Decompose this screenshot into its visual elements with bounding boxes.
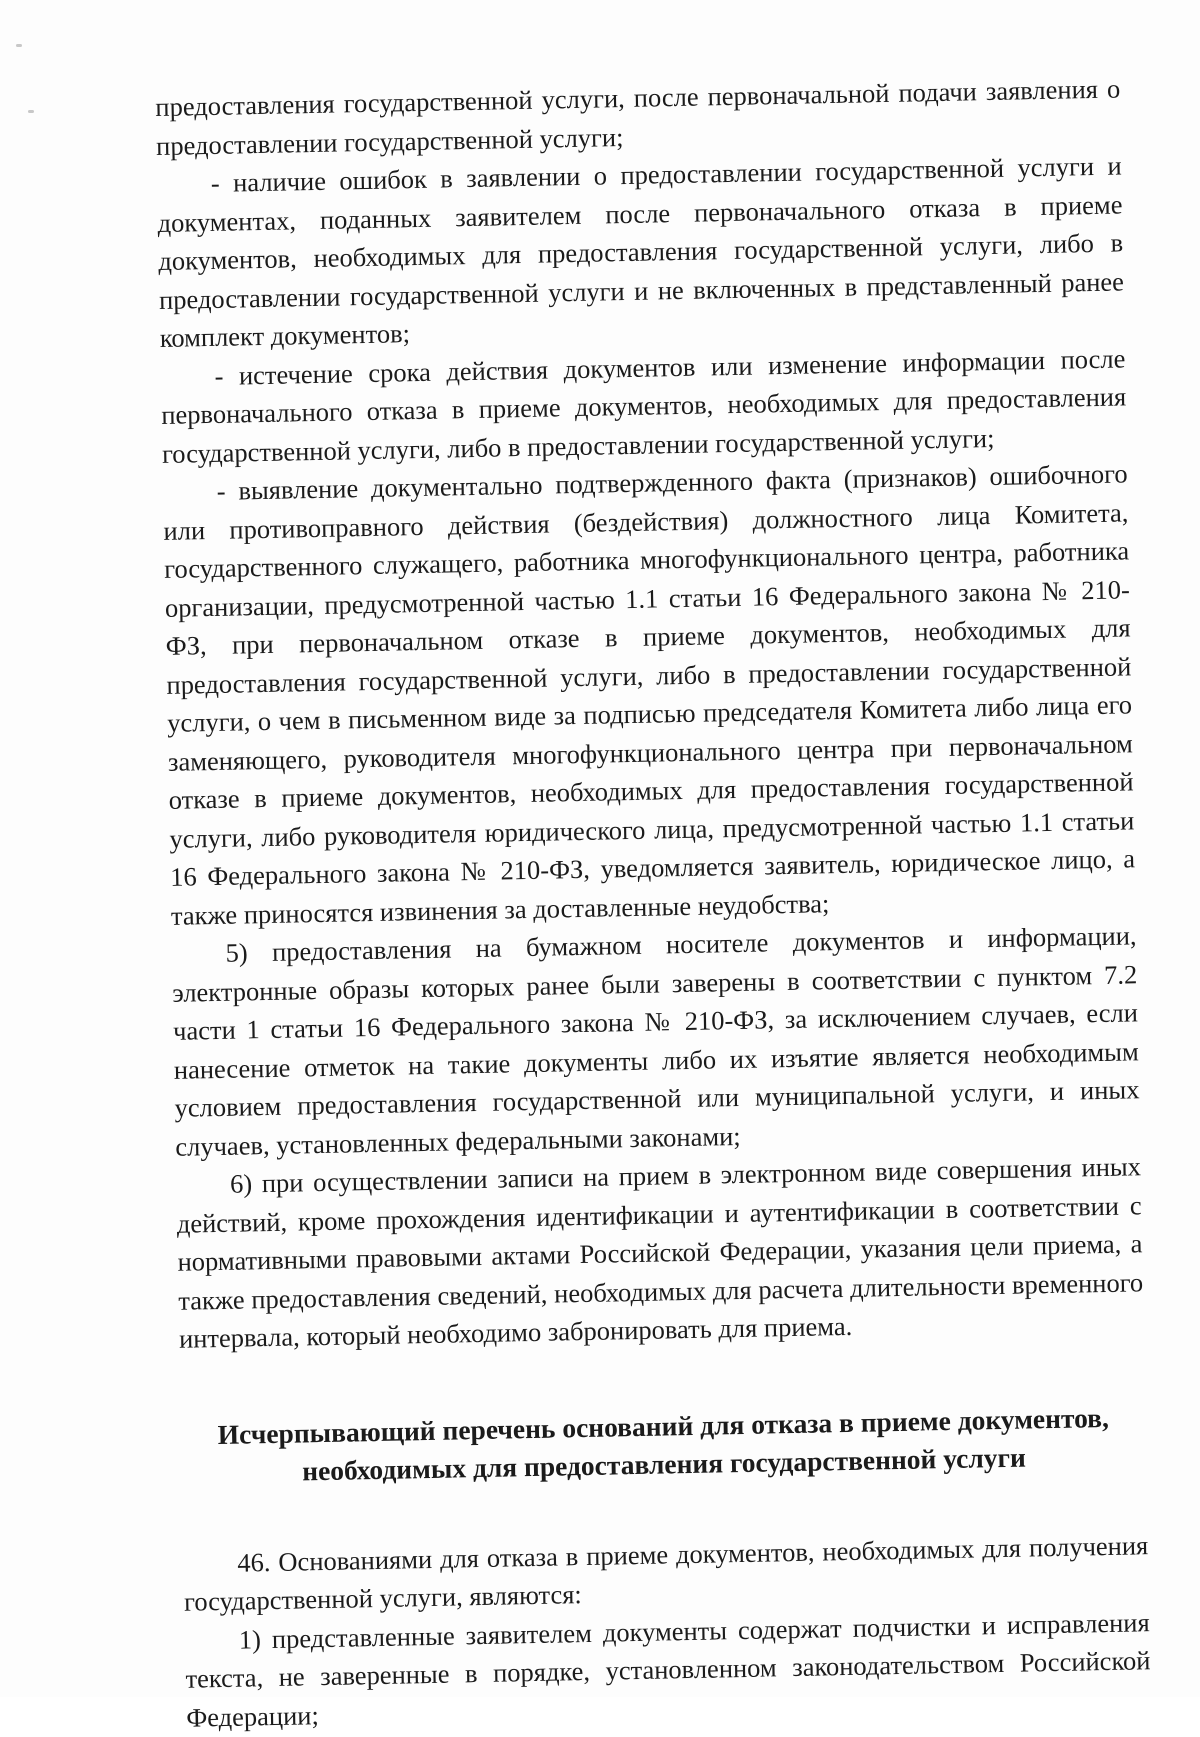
list-item-6: 6) при осуществлении записи на прием в электронном виде совершения иных действий, кроме прохождения идентификации и аутентификации в соответствии с нормативными правовыми актами Российской Федерации, указания цели приема, а также предоставления сведений, необходимых для расчета длительности временного интервала, который необходимо забронировать для приема.: [176, 1151, 1144, 1354]
list-item-errors: - наличие ошибок в заявлении о предоставлении государственной услуги и документах, поданных заявителем после первоначального отказа в приеме документов, необходимых для предоставления государственной услуги, либо в предоставлении государственной услуги и не включенных в представленный ранее комплект документов;: [157, 150, 1125, 353]
list-item-1: 1) представленные заявителем документы содержат подчистки и исправления текста, не заверенные в порядке, установленном законодательством Российской Федерации;: [185, 1606, 1151, 1733]
scan-speck: [28, 110, 34, 113]
paragraph-continuation: предоставления государственной услуги, после первоначальной подачи заявления о предоставлении государственной услуги;: [155, 73, 1121, 161]
document-body: [155, 69, 1151, 1736]
scan-speck: [16, 44, 22, 47]
list-item-expiry: - истечение срока действия документов или изменение информации после первоначального отказа в приеме документов, необходимых для предоставления государственной услуги, либо в предоставлении государственной услуги;: [160, 342, 1127, 469]
section-heading: Исчерпывающий перечень оснований для отказа в приеме документов, необходимых для предоставления государственной услуги: [217, 1401, 1110, 1486]
list-item-5: 5) предоставления на бумажном носителе документов и информации, электронные образы которых ранее были заверены в соответствии с пунктом 7.2 части 1 статьи 16 Федерального закона № 210-ФЗ, за исключением случаев, если нанесение отметок на такие документы либо их изъятие является необходимым условием предоставления государственной или муниципальной услуги, и иных случаев, установленных федеральными законами;: [172, 920, 1140, 1162]
list-item-violation: - выявление документально подтвержденного факта (признаков) ошибочного или противоправного действия (бездействия) должностного лица Комитета, государственного служащего, работника многофункционального центра, работника организации, предусмотренной частью 1.1 статьи 16 Федерального закона № 210-ФЗ, при первоначальном отказе в приеме документов, необходимых для предоставления государственной услуги, либо в предоставлении государственной услуги, о чем в письменном виде за подписью председателя Комитета либо лица его заменяющего, руководителя многофункционального центра при первоначальном отказе в приеме документов, необходимых для предоставления государственной услуги, либо руководителя юридического лица, предусмотренной частью 1.1 статьи 16 Федерального закона № 210-ФЗ, уведомляется заявитель, юридическое лицо, а также приносятся извинения за доставленные неудобства;: [163, 458, 1136, 931]
paragraph-46: 46. Основаниями для отказа в приеме документов, необходимых для получения государственной услуги, являются:: [183, 1529, 1149, 1617]
